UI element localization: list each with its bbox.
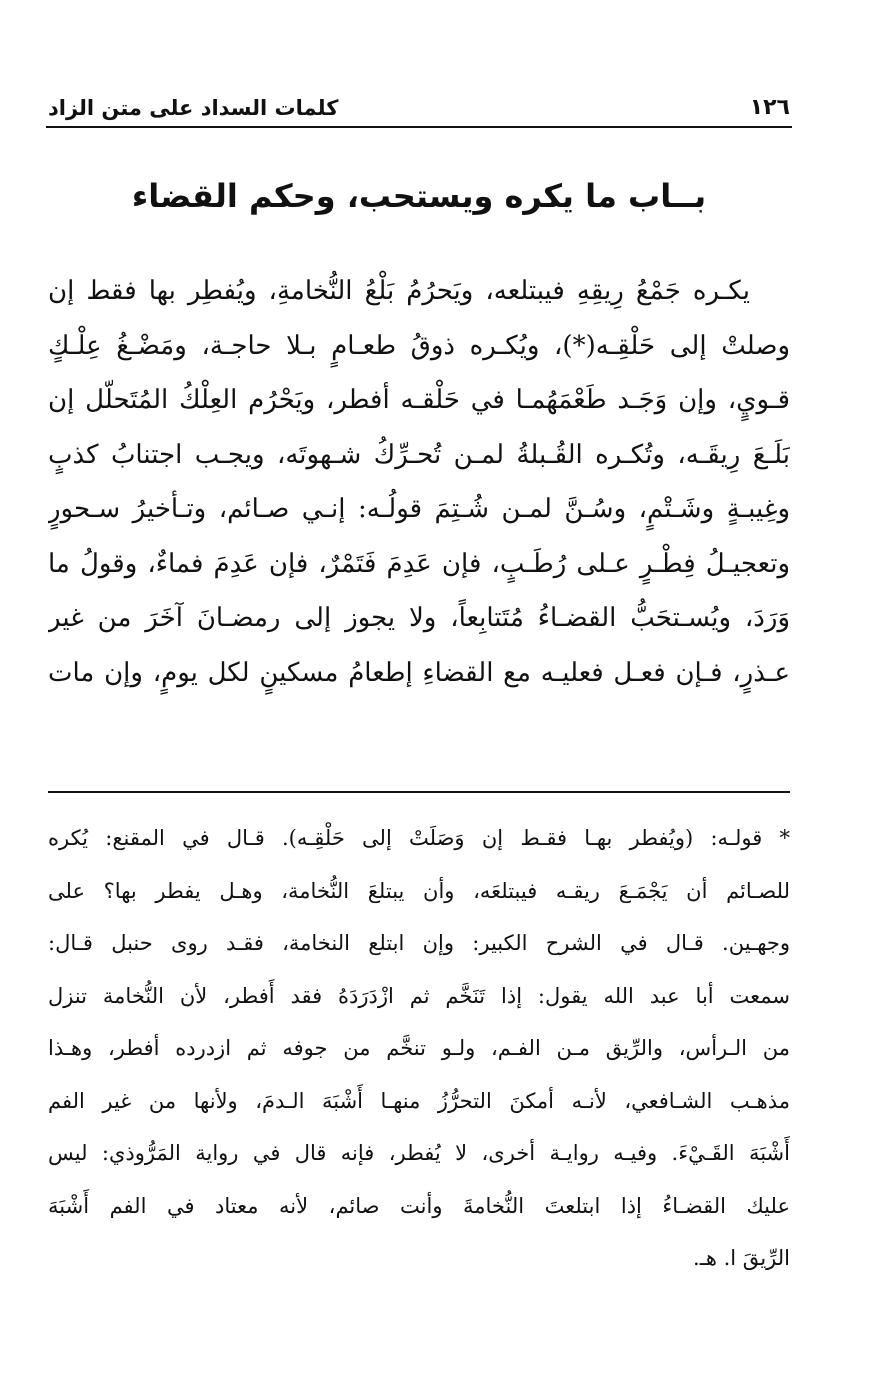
main-text-line: عـذرٍ، فـإن فعـل فعليـه مع القضاءِ إطعامُ مسكينٍ لكل يومٍ، وإن مات xyxy=(48,657,790,688)
main-text xyxy=(48,264,790,700)
page-number: ١٢٦ xyxy=(749,95,790,120)
footnote-line: للصـائم أن يَجْمَـعَ ريقـه فيبتلعَه، وأن يبتلعَ النُّخامة، وهـل يفطر بها؟ على xyxy=(48,878,790,903)
running-title: كلمات السداد على متن الزاد xyxy=(48,96,339,120)
footnote-line: وجهـين. قـال في الشرح الكبير: وإن ابتلع النخامة، فقـد روى حنبل قـال: xyxy=(48,931,790,955)
footnote-line: الرِّيقَ ا. هـ. xyxy=(693,1246,790,1270)
main-text-line: وصلتْ إلى حَلْقِـه(*)، ويُكـره ذوقُ طعـامٍ بـلا حاجـة، ومَضْـغُ عِلْـكٍ xyxy=(48,330,790,361)
main-text-line: وغِيبـةٍ وشَـتْمٍ، وسُـنَّ لمـن شُـتِمَ قولُـه: إنـي صـائم، وتـأخيرُ سـحورٍ xyxy=(48,494,790,524)
main-text-line: بَلَـعَ رِيقَـه، وتُكـره القُـبلةُ لمـن تُحـرِّكُ شـهوتَه، ويجـب اجتنابُ كذبٍ xyxy=(48,439,790,470)
footnote-line: مذهـب الشـافعي، لأنـه أمكنَ التحرُّزُ منهـا أَشْبَهَ الـدمَ، ولأنها من غير الفم xyxy=(48,1088,790,1113)
main-text-line: يكـره جَمْعُ رِيقِهِ فيبتلعه، ويَحرُمُ بَلْعُ النُّخامةِ، ويُفطِر بها فقط إن xyxy=(48,276,750,306)
header-divider xyxy=(46,126,792,128)
footnote-section xyxy=(48,812,790,1285)
footnote-line: أَشْبَهَ القَـيْءَ. وفيـه روايـة أخرى، لا يُفطر، فإنه قال في رواية المَرُّوذي: ليس xyxy=(48,1141,790,1165)
footnote-line: من الـرأس، والرِّيق مـن الفـم، ولـو تنخَّم من جوفه ثم ازدرده أفطر، وهـذا xyxy=(48,1036,790,1060)
chapter-title: بــاب ما يكره ويستحب، وحكم القضاء xyxy=(131,177,707,215)
main-text-line: وتعجيـلُ فِطْـرٍ عـلى رُطَـبٍ، فإن عَدِمَ فَتَمْرٌ، فإن عَدِمَ فماءٌ، وقولُ ما xyxy=(48,548,790,579)
footnote-divider xyxy=(48,791,790,793)
footnote-line: عليك القضـاءُ إذا ابتلعتَ النُّخامةَ وأنت صائم، لأنه معتاد في الفم أَشْبَهَ xyxy=(48,1193,790,1218)
running-header xyxy=(48,88,790,122)
main-text-line: وَرَدَ، ويُسـتحَبُّ القضـاءُ مُتَتابِعاً، ولا يجوز إلى رمضـانَ آخَرَ من غير xyxy=(48,603,790,633)
footnote-line: * قولـه: (ويُفطر بهـا فقـط إن وَصَلَتْ إلى حَلْقِـه). قـال في المقنع: يُكره xyxy=(48,826,790,850)
footnote-line: سمعت أبا عبد الله يقول: إذا تَنَخَّم ثم ازْدَرَدَهُ فقد أَفطر، لأن النُّخامة تنزل xyxy=(48,983,790,1008)
main-text-line: قـويٍ، وإن وَجَـد طَعْمَهُمـا في حَلْقـه أفطر، ويَحْرُم العِلْكُ المُتَحلّل إن xyxy=(48,385,790,415)
